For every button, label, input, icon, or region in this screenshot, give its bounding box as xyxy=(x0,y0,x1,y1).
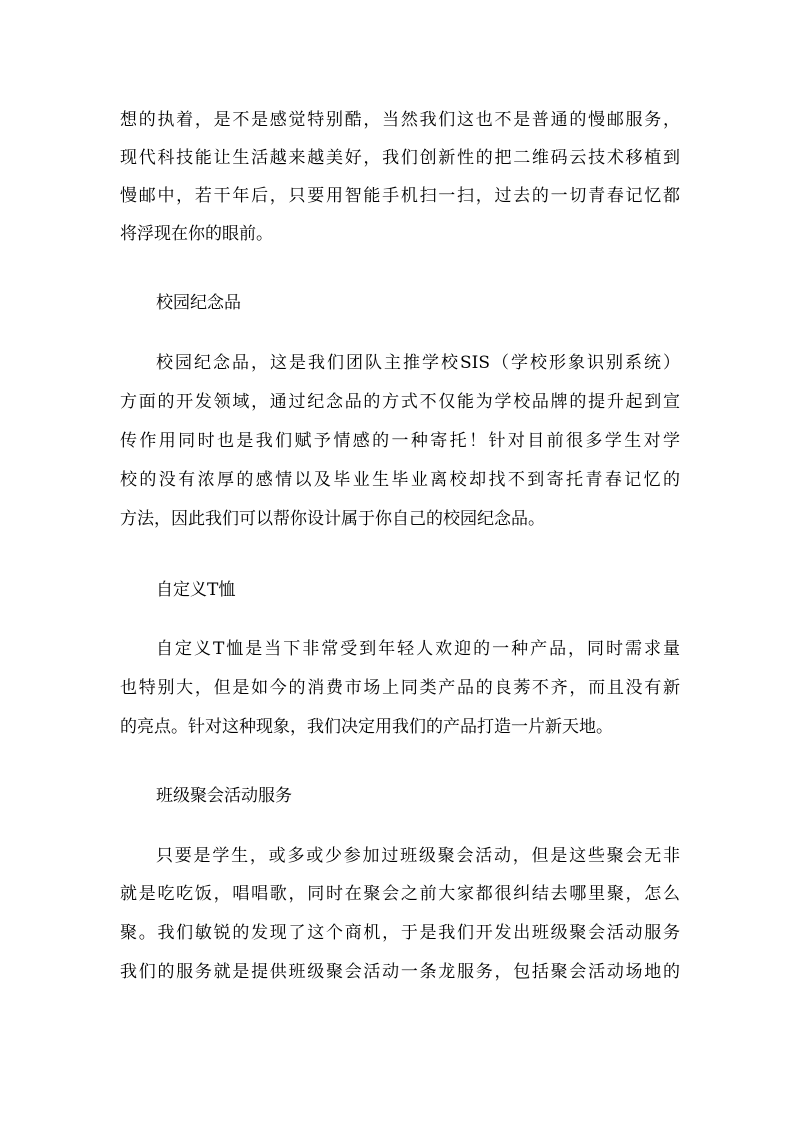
paragraph-line: 方法，因此我们可以帮你设计属于你自己的校园纪念品。 xyxy=(120,509,545,529)
paragraph-line: 校的没有浓厚的感情以及毕业生毕业离校却找不到寄托青春记忆的 xyxy=(120,470,680,490)
section-heading: 班级聚会活动服务 xyxy=(156,786,292,806)
paragraph-line: 也特别大，但是如今的消费市场上同类产品的良莠不齐，而且没有新 xyxy=(120,678,680,698)
paragraph-line: 聚。我们敏锐的发现了这个商机，于是我们开发出班级聚会活动服务 xyxy=(120,923,680,943)
paragraph-line: 想的执着，是不是感觉特别酷，当然我们这也不是普通的慢邮服务， xyxy=(120,110,680,130)
paragraph-line: 方面的开发领域，通过纪念品的方式不仅能为学校品牌的提升起到宣 xyxy=(120,392,680,412)
paragraph-line: 我们的服务就是提供班级聚会活动一条龙服务，包括聚会活动场地的 xyxy=(120,962,680,982)
paragraph-line: 校园纪念品，这是我们团队主推学校SIS（学校形象识别系统） xyxy=(156,353,680,373)
paragraph-line: 只要是学生，或多或少参加过班级聚会活动，但是这些聚会无非 xyxy=(156,846,680,866)
paragraph-line: 就是吃吃饭，唱唱歌，同时在聚会之前大家都很纠结去哪里聚，怎么 xyxy=(120,884,680,904)
paragraph-line: 自定义T恤是当下非常受到年轻人欢迎的一种产品，同时需求量 xyxy=(156,639,680,659)
paragraph-line: 现代科技能让生活越来越美好，我们创新性的把二维码云技术移植到 xyxy=(120,148,680,168)
section-heading: 自定义T恤 xyxy=(156,580,236,600)
paragraph-line: 的亮点。针对这种现象，我们决定用我们的产品打造一片新天地。 xyxy=(120,717,613,737)
paragraph-line: 将浮现在你的眼前。 xyxy=(120,224,273,244)
paragraph-line: 慢邮中，若干年后，只要用智能手机扫一扫，过去的一切青春记忆都 xyxy=(120,186,680,206)
section-heading: 校园纪念品 xyxy=(156,293,241,313)
paragraph-line: 传作用同时也是我们赋予情感的一种寄托！针对目前很多学生对学 xyxy=(120,431,680,451)
